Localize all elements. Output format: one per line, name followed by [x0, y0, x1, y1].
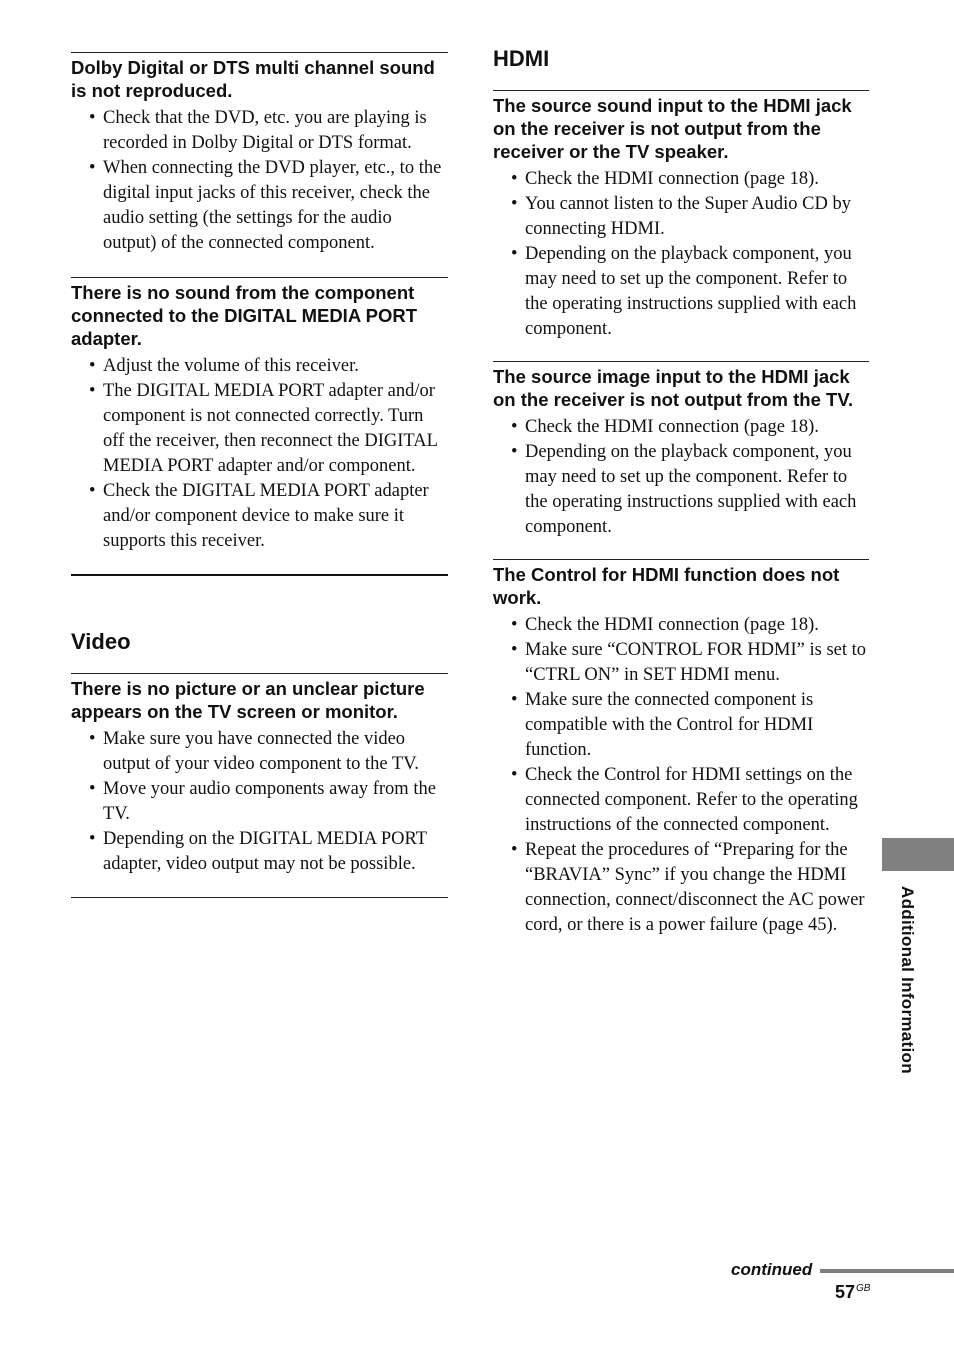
trouble-block-picture [71, 673, 448, 877]
solution-list [71, 106, 448, 256]
solution-item: • Check the HDMI connection (page 18). [525, 613, 869, 638]
solution-item: • Check the Control for HDMI settings on the connected component. Refer to the operating instructions of the connected component. [525, 763, 869, 838]
solution-list [493, 613, 869, 938]
solution-item: • Depending on the DIGITAL MEDIA PORT adapter, video output may not be possible. [103, 827, 448, 877]
page-number-value: 57 [835, 1282, 856, 1302]
solution-list [71, 354, 448, 554]
trouble-heading: Dolby Digital or DTS multi channel sound is not reproduced. [71, 52, 448, 102]
solution-item: • Adjust the volume of this receiver. [103, 354, 448, 379]
trouble-block-hdmi-sound [493, 90, 869, 342]
solution-item: • Move your audio components away from the TV. [103, 777, 448, 827]
chapter-tab [882, 838, 954, 871]
solution-item: • Make sure the connected component is compatible with the Control for HDMI function. [525, 688, 869, 763]
trouble-heading: The source image input to the HDMI jack on the receiver is not output from the TV. [493, 361, 869, 411]
trouble-block-hdmi-control [493, 559, 869, 938]
solution-item: • Check the HDMI connection (page 18). [525, 167, 869, 192]
trouble-block-hdmi-image [493, 361, 869, 540]
solution-item: • Depending on the playback component, you may need to set up the component. Refer to the operating instructions supplied with each component. [525, 242, 869, 342]
section-title-video: Video [71, 629, 131, 654]
trouble-heading: There is no picture or an unclear picture appears on the TV screen or monitor. [71, 673, 448, 723]
solution-item: • Check that the DVD, etc. you are playing is recorded in Dolby Digital or DTS format. [103, 106, 448, 156]
right-column [493, 46, 869, 938]
solution-list [493, 415, 869, 540]
solution-item: • Make sure you have connected the video output of your video component to the TV. [103, 727, 448, 777]
section-title-hdmi: HDMI [493, 46, 550, 71]
chapter-tab-label: Additional Information [898, 886, 917, 1074]
solution-item: • When connecting the DVD player, etc., to the digital input jacks of this receiver, check the audio setting (the settings for the audio output) of the connected component. [103, 156, 448, 256]
trouble-heading: The source sound input to the HDMI jack on the receiver is not output from the receiver or the TV speaker. [493, 90, 869, 163]
page-number-suffix: GB [856, 1283, 871, 1294]
continued-bar [820, 1269, 954, 1273]
trouble-block-dmport [71, 277, 448, 554]
solution-item: • You cannot listen to the Super Audio CD by connecting HDMI. [525, 192, 869, 242]
trouble-block-dolby [71, 52, 448, 256]
solution-item: • Repeat the procedures of “Preparing for the “BRAVIA” Sync” if you change the HDMI connection, connect/disconnect the AC power cord, or there is a power failure (page 45). [525, 838, 869, 938]
continued-label: continued [731, 1260, 813, 1279]
solution-item: • Make sure “CONTROL FOR HDMI” is set to “CTRL ON” in SET HDMI menu. [525, 638, 869, 688]
solution-item: • The DIGITAL MEDIA PORT adapter and/or component is not connected correctly. Turn off the receiver, then reconnect the DIGITAL MEDIA PORT adapter and/or component. [103, 379, 448, 479]
solution-list [493, 167, 869, 342]
left-column [71, 52, 448, 898]
solution-item: • Depending on the playback component, you may need to set up the component. Refer to the operating instructions supplied with each component. [525, 440, 869, 540]
trouble-heading: The Control for HDMI function does not work. [493, 559, 869, 609]
section-divider [71, 897, 448, 898]
solution-item: • Check the DIGITAL MEDIA PORT adapter and/or component device to make sure it supports this receiver. [103, 479, 448, 554]
trouble-heading: There is no sound from the component connected to the DIGITAL MEDIA PORT adapter. [71, 277, 448, 350]
solution-item: • Check the HDMI connection (page 18). [525, 415, 869, 440]
solution-list [71, 727, 448, 877]
page-number [835, 1282, 870, 1303]
section-divider [71, 574, 448, 576]
